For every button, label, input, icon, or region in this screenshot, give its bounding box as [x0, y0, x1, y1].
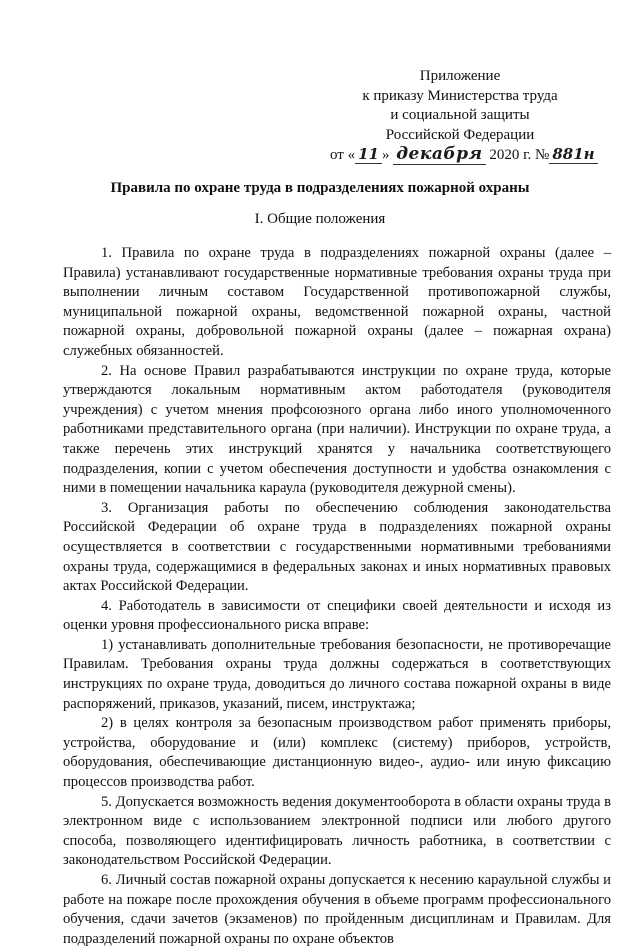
- paragraph-4-item-2: 2) в целях контроля за безопасным производством работ применять приборы, устройства, оборудование и (или) комплекс (систему) приборов, устройств, оборудования, обеспечивающие дистанционную видео-, аудио- или иную фиксацию процессов производства работ.: [63, 715, 611, 791]
- annex-ministry: и социальной защиты: [390, 107, 530, 123]
- document-title: Правила по охране труда в подразделениях пожарной охраны: [110, 180, 530, 196]
- section-title: I. Общие положения: [254, 211, 386, 227]
- annex-country: Российской Федерации: [385, 126, 535, 143]
- document-body: [63, 244, 611, 949]
- paragraph-3: 3. Организация работы по обеспечению соблюдения законодательства Российской Федерации об охране труда в подразделениях пожарной охраны осуществляется в соответствии с государственными нормативными требованиями охраны труда, содержащимися в федеральных законах и иных нормативных правовых актах Российской Федерации.: [63, 499, 611, 595]
- order-number-handwritten: 881н: [549, 145, 597, 164]
- paragraph-6: 6. Личный состав пожарной охраны допускается к несению караульной службы и работе на пожаре после прохождения обучения в объеме программ профессионального обучения, сдачи зачетов (экзаменов) по пройденным дисциплинам и Правилам. Для подразделений пожарной охраны по охране объектов: [63, 872, 611, 947]
- paragraph-4-item-1: 1) устанавливать дополнительные требования безопасности, не противоречащие Правилам. Требования охраны труда должны содержаться в соответствующих инструкциях по охране труда, доводиться до личного состава пожарной охраны в виде распоряжений, приказов, указаний, писем, инструктажа;: [63, 636, 611, 712]
- order-date-number: [330, 144, 595, 166]
- annex-label: Приложение: [419, 68, 501, 84]
- paragraph-2: 2. На основе Правил разрабатываются инструкции по охране труда, которые утверждаются локальным нормативным актом работодателя (руководителя учреждения) с учетом мнения профсоюзного органа либо иного уполномоченного работниками представительного органа (при наличии). Инструкции по охране труда, а также перечень этих инструкций хранятся у начальника соответствующего подразделения, копии с учетом обеспечения доступности и удобства ознакомления с ними в помещении начальника караула (руководителя дежурной смены).: [63, 362, 611, 497]
- order-prefix: от «: [330, 147, 356, 163]
- paragraph-5: 5. Допускается возможность ведения документооборота в области охраны труда в электронном виде с использованием электронной подписи или любого другого способа, позволяющего идентифицировать личность работника, в соответствии с законодательством Российской Федерации.: [63, 793, 611, 869]
- order-year: 2020 г. №: [489, 147, 550, 163]
- paragraph-1: 1. Правила по охране труда в подразделениях пожарной охраны (далее – Правила) устанавливают государственные нормативные требования охраны труда при выполнении личным составом Государственной противопожарной службы, муниципальной пожарной охраны, ведомственной пожарной охраны, частной пожарной охраны, добровольной пожарной охраны (далее – пожарная охрана) служебных обязанностей.: [63, 245, 611, 359]
- order-month-handwritten: декабря: [393, 144, 485, 165]
- annex-header: [330, 67, 595, 166]
- annex-order-ref: к приказу Министерства труда: [362, 87, 558, 104]
- order-quote-close: »: [381, 147, 390, 163]
- order-day-handwritten: 11: [355, 145, 382, 164]
- paragraph-4: 4. Работодатель в зависимости от специфики своей деятельности и исходя из оценки уровня профессионального риска вправе:: [63, 597, 611, 634]
